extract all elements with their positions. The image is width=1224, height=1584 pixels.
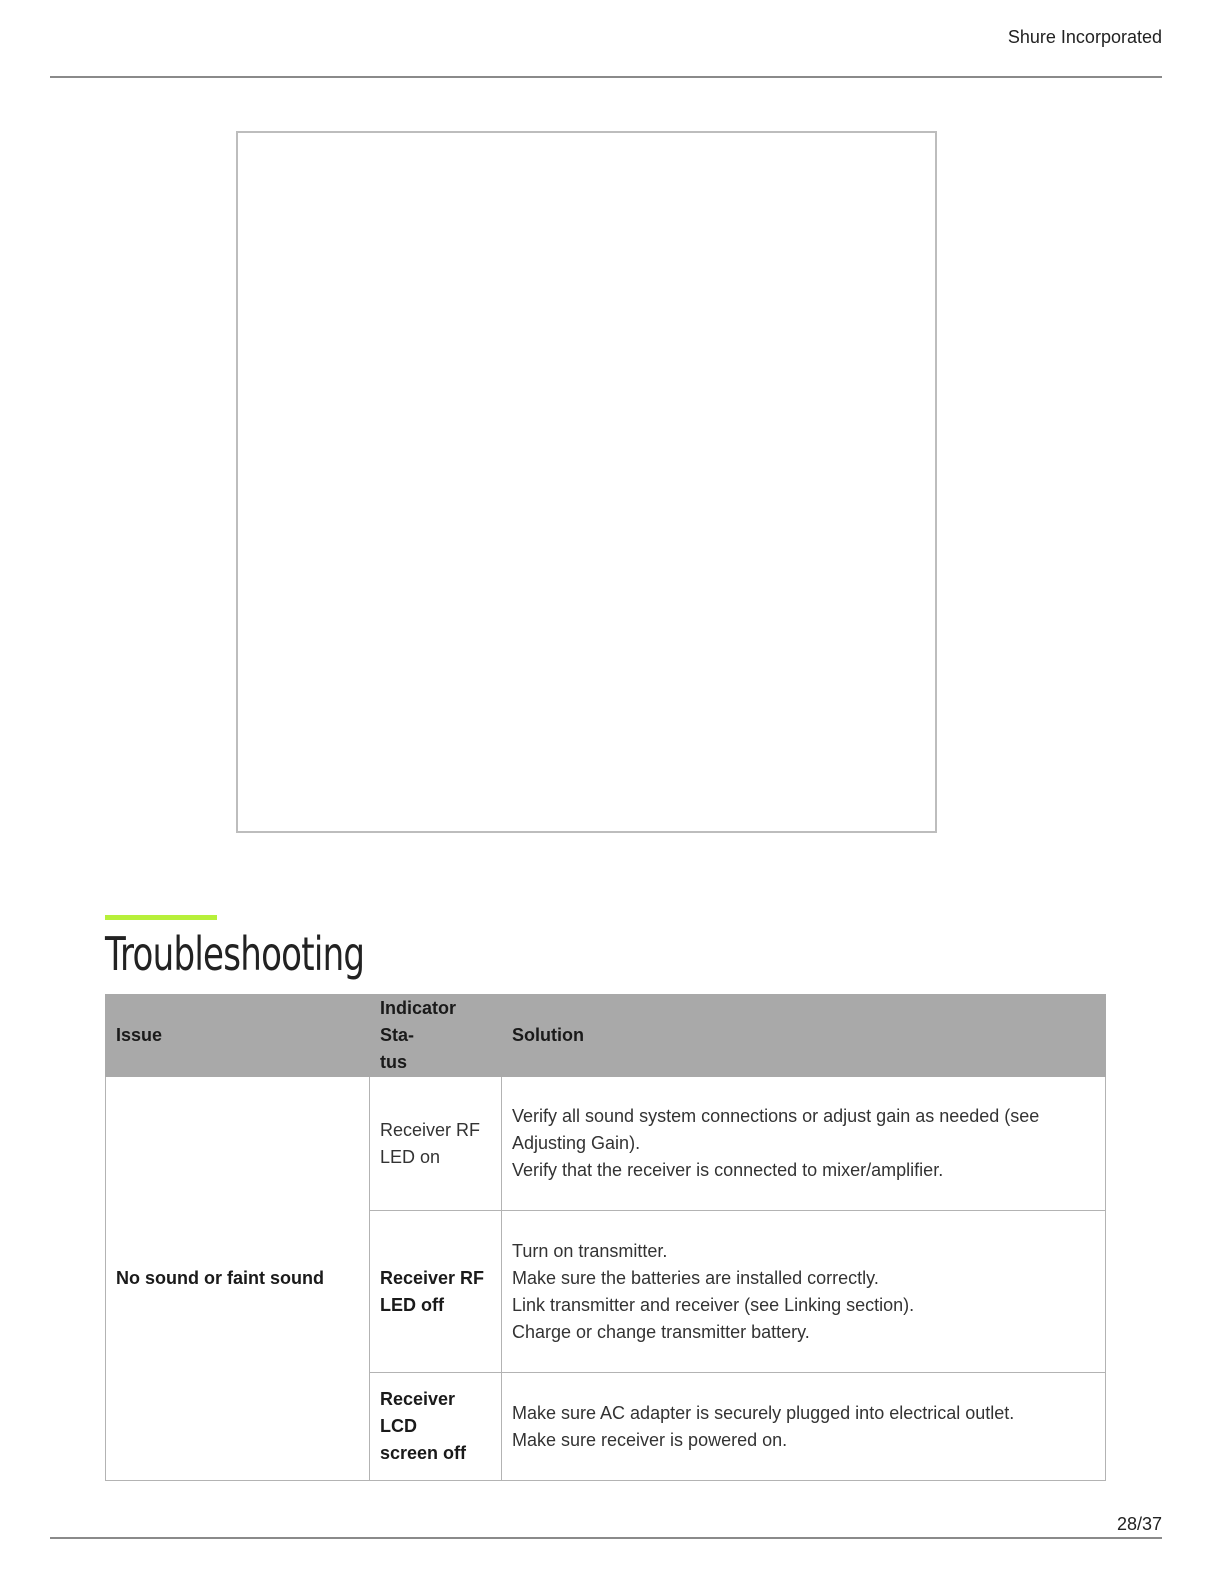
header-indicator-status: Indicator Sta- tus <box>370 995 502 1077</box>
header-company-name: Shure Incorporated <box>1007 27 1162 47</box>
table-header-row <box>106 995 1106 1077</box>
solution-line: Verify all sound system connections or adjust gain as needed (see Adjusting Gain). <box>512 1106 1040 1153</box>
indicator-cell: Receiver RF LED off <box>370 1211 502 1373</box>
solution-line: Charge or change transmitter battery. <box>512 1321 810 1342</box>
page-number: 28/37 <box>1116 1514 1162 1534</box>
solution-line: Make sure receiver is powered on. <box>512 1429 788 1450</box>
solution-line: Verify that the receiver is connected to mixer/amplifier. <box>512 1160 944 1180</box>
solution-line: Turn on transmitter. <box>512 1240 668 1261</box>
header-issue: Issue <box>106 995 370 1077</box>
solution-line: Link transmitter and receiver (see Linking section). <box>512 1294 915 1315</box>
section-accent-bar <box>105 915 217 920</box>
solution-cell <box>502 1077 1106 1211</box>
header-divider <box>50 76 1162 78</box>
table-row <box>106 1077 1106 1211</box>
indicator-cell: Receiver RF LED on <box>370 1077 502 1211</box>
solution-cell <box>502 1211 1106 1373</box>
troubleshooting-table <box>105 994 1106 1481</box>
footer-divider <box>50 1537 1162 1539</box>
indicator-cell: Receiver LCD screen off <box>370 1373 502 1481</box>
issue-cell: No sound or faint sound <box>106 1077 370 1481</box>
figure-placeholder <box>236 131 937 833</box>
solution-line: Make sure the batteries are installed correctly. <box>512 1267 879 1288</box>
solution-line: Make sure AC adapter is securely plugged into electrical outlet. <box>512 1402 1015 1423</box>
solution-cell <box>502 1373 1106 1481</box>
section-title: Troubleshooting <box>105 927 365 981</box>
header-solution: Solution <box>502 995 1106 1077</box>
